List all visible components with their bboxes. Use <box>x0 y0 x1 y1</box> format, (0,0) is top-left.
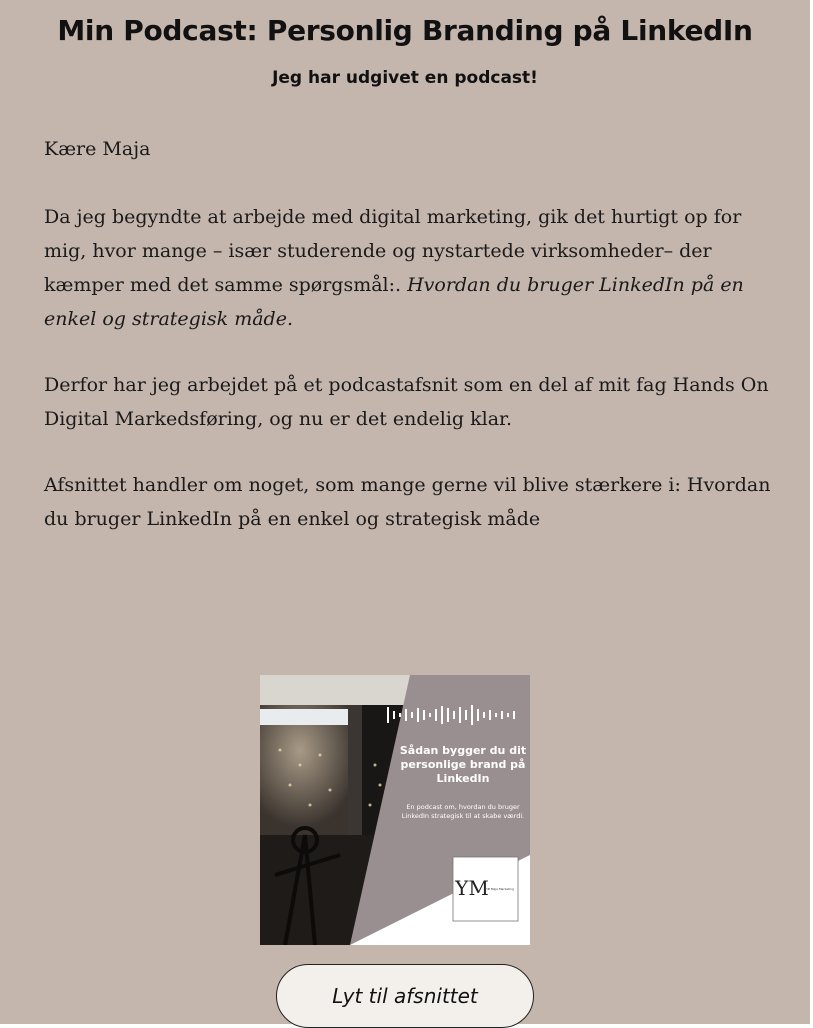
paragraph-intro-text: Da jeg begyndte at arbejde med digital marketing, gik det hurtigt op for mig, hvor mange – især studerende og nystartede virksomheder– der kæmper med det samme spørgsmål:. <box>44 206 742 296</box>
cover-desc-1: En podcast om, hvordan du bruger <box>406 803 520 811</box>
cover-title-2: personlige brand på <box>400 758 526 771</box>
cover-logo-mark: YM <box>455 876 489 900</box>
paragraph-intro-italic: Hvordan du bruger LinkedIn på en enkel og strategisk måde. <box>44 274 744 330</box>
paragraph-intro <box>44 200 774 336</box>
listen-episode-button[interactable]: Lyt til afsnittet <box>276 964 534 1028</box>
cover-desc-2: LinkedIn strategisk til at skabe værdi. <box>401 812 525 820</box>
cover-art <box>260 675 530 945</box>
greeting: Kære Maja <box>44 138 151 160</box>
cover-title-1: Sådan bygger du dit <box>399 744 527 757</box>
paragraph-topic: Afsnittet handler om noget, som mange gerne vil blive stærkere i: Hvordan du bruger LinkedIn på en enkel og strategisk måde <box>44 474 771 530</box>
podcast-cover-image[interactable] <box>260 675 530 945</box>
page-subtitle: Jeg har udgivet en podcast! <box>272 68 538 88</box>
page-title: Min Podcast: Personlig Branding på LinkedIn <box>57 14 753 47</box>
cover-logo-text: YB Maja Marketing <box>486 887 514 891</box>
cover-title-3: LinkedIn <box>436 772 490 785</box>
paragraph-reason: Derfor har jeg arbejdet på et podcastafsnit som en del af mit fag Hands On Digital Markedsføring, og nu er det endelig klar. <box>44 374 769 430</box>
